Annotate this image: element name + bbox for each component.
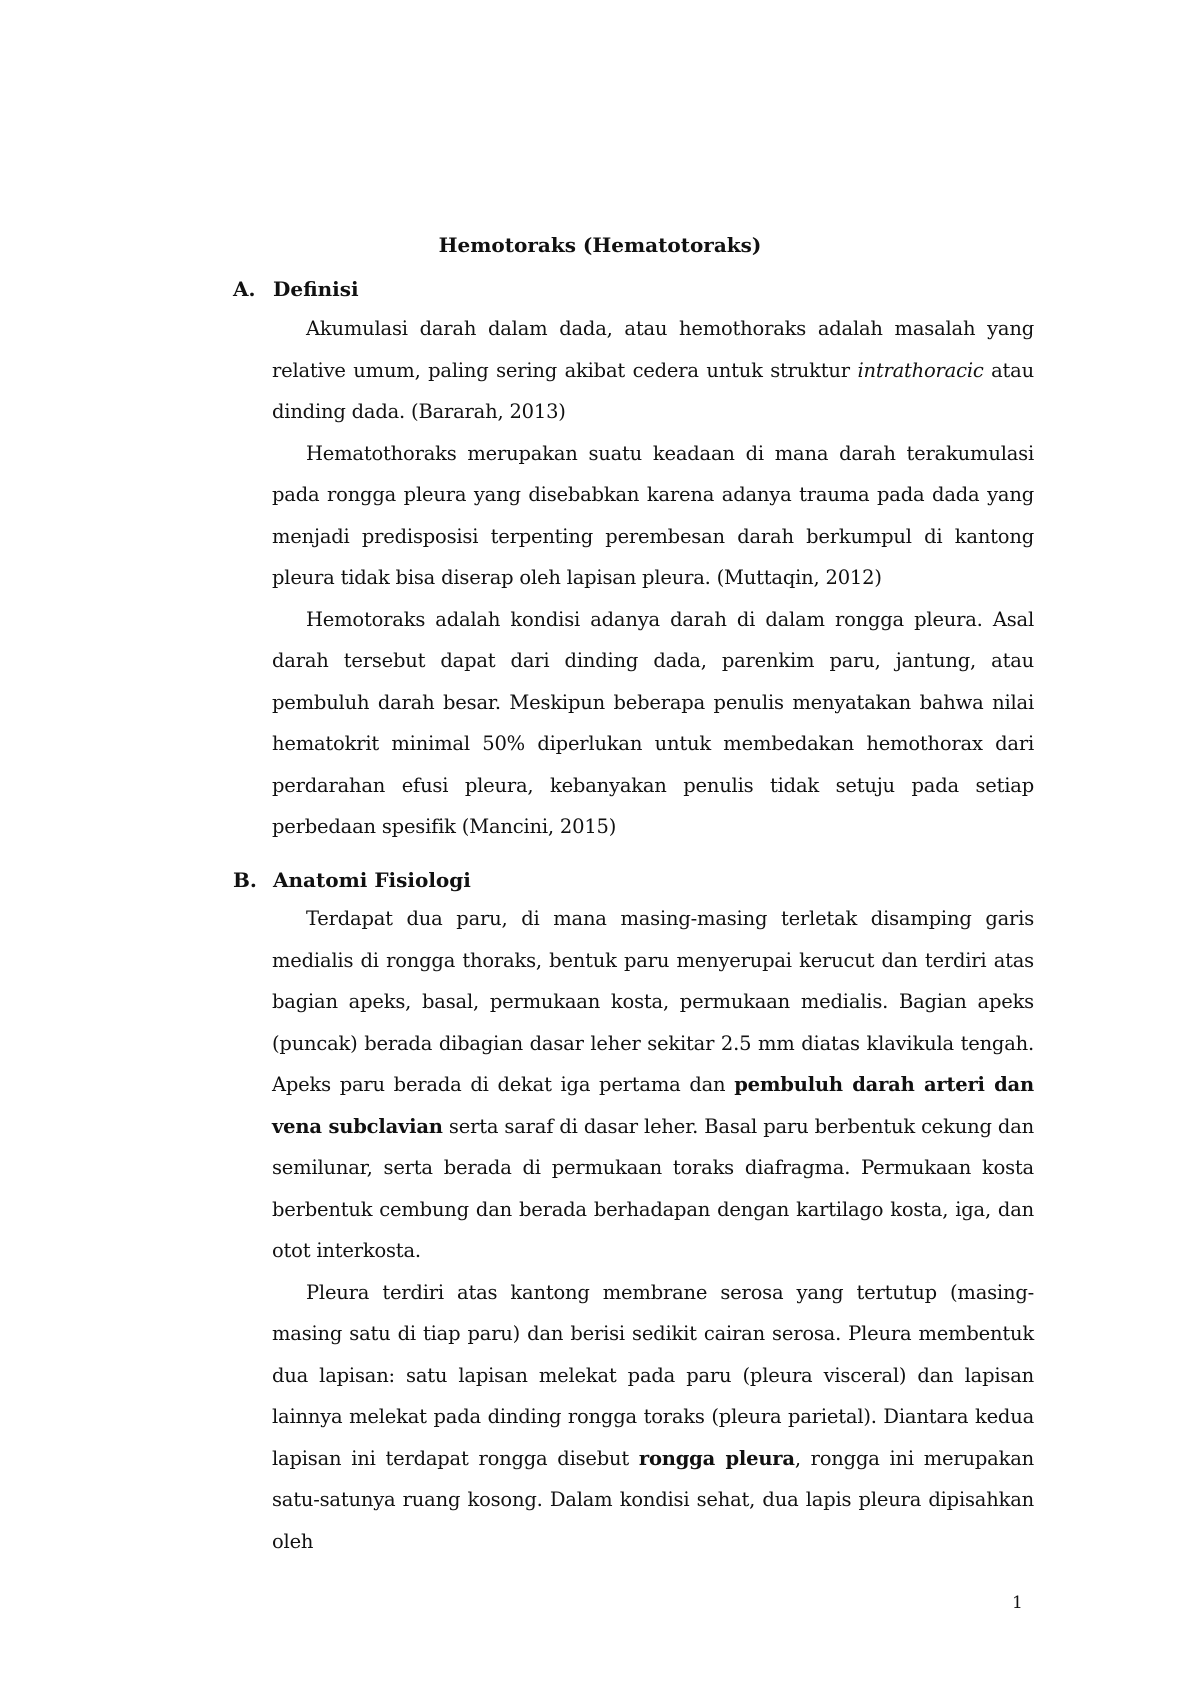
bold-term: pembuluh darah arteri dan vena subclavian bbox=[272, 1073, 1034, 1138]
paragraph bbox=[272, 433, 1034, 599]
paragraph-text: , rongga ini merupakan satu-satunya ruang kosong. Dalam kondisi sehat, dua lapis pleura dipisahkan oleh bbox=[272, 1446, 1034, 1553]
page-number: 1 bbox=[1012, 1593, 1023, 1613]
page-title: Hemotoraks (Hematotoraks) bbox=[438, 233, 762, 257]
section-heading-anatomi-fisiologi bbox=[233, 867, 471, 893]
paragraph bbox=[272, 308, 1034, 433]
section-letter: A. bbox=[233, 277, 256, 301]
section-title: Anatomi Fisiologi bbox=[273, 868, 471, 892]
paragraph-text: Hemotoraks adalah kondisi adanya darah di dalam rongga pleura. Asal darah tersebut dapat dari dinding dada, parenkim paru, jantung, atau pembuluh darah besar. Meskipun beberapa penulis menyatakan bahwa nilai hematokrit minimal 50% diperlukan untuk membedakan hemothorax dari perdarahan efusi pleura, kebanyakan penulis tidak setuju pada setiap perbedaan spesifik (Mancini, 2015) bbox=[272, 607, 1034, 838]
paragraph-text: Pleura terdiri atas kantong membrane serosa yang tertutup (masing-masing satu di tiap paru) dan berisi sedikit cairan serosa. Pleura membentuk dua lapisan: satu lapisan melekat pada paru (pleura visceral) dan lapisan lainnya melekat pada dinding rongga toraks (pleura parietal). Diantara kedua lapisan ini terdapat rongga disebut bbox=[272, 1280, 1034, 1470]
paragraph-text: Hematothoraks merupakan suatu keadaan di mana darah terakumulasi pada rongga pleura yang disebabkan karena adanya trauma pada dada yang menjadi predisposisi terpenting perembesan darah berkumpul di kantong pleura tidak bisa diserap oleh lapisan pleura. (Muttaqin, 2012) bbox=[272, 441, 1034, 589]
section-letter: B. bbox=[233, 868, 257, 892]
paragraph-text: serta saraf di dasar leher. Basal paru berbentuk cekung dan semilunar, serta berada di permukaan toraks diafragma. Permukaan kosta berbentuk cembung dan berada berhadapan dengan kartilago kosta, iga, dan otot interkosta. bbox=[272, 1114, 1034, 1262]
bold-term: rongga pleura bbox=[638, 1446, 795, 1470]
section-heading-definisi bbox=[233, 276, 359, 302]
paragraph bbox=[272, 1272, 1034, 1563]
section-definisi-body bbox=[272, 308, 1034, 848]
paragraph-text: atau dinding dada. (Bararah, 2013) bbox=[272, 358, 1034, 423]
paragraph bbox=[272, 599, 1034, 848]
section-title: Definisi bbox=[273, 277, 359, 301]
italic-term: intrathoracic bbox=[857, 358, 984, 382]
paragraph bbox=[272, 898, 1034, 1272]
paragraph-text: Terdapat dua paru, di mana masing-masing terletak disamping garis medialis di rongga thoraks, bentuk paru menyerupai kerucut dan terdiri atas bagian apeks, basal, permukaan kosta, permukaan medialis. Bagian apeks (puncak) berada dibagian dasar leher sekitar 2.5 mm diatas klavikula tengah. Apeks paru berada di dekat iga pertama dan bbox=[272, 907, 1034, 1096]
paragraph-text: Akumulasi darah dalam dada, atau hemothoraks adalah masalah yang relative umum, paling sering akibat cedera untuk struktur bbox=[272, 317, 1034, 382]
section-anatomi-body bbox=[272, 898, 1034, 1562]
